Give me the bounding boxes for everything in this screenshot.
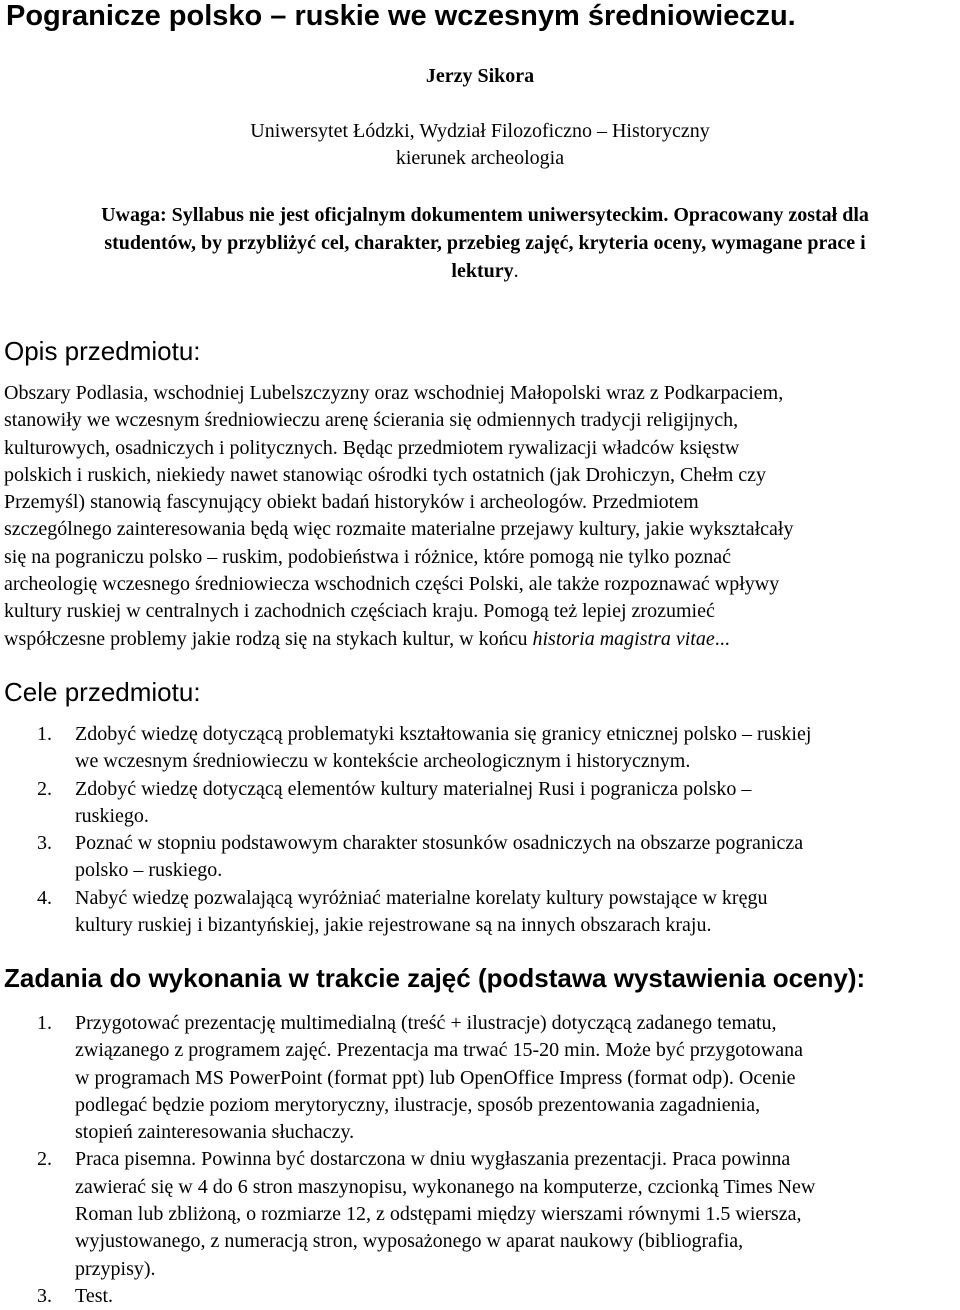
task-number: 2. (37, 1148, 52, 1171)
goals-list (0, 721, 960, 939)
disclaimer-line: studentów, by przybliżyć cel, charakter, przebieg zajęć, kryteria oceny, wymagane prace i (104, 232, 866, 254)
task-number: 3. (37, 1284, 52, 1307)
task-line: Przygotować prezentację multimedialną (treść + ilustracje) dotyczącą zadanego tematu, (75, 1012, 777, 1034)
description-line: Przemyśl) stanowią fascynujący obiekt badań historyków i archeologów. Przedmiotem (4, 491, 699, 514)
description-line: kulturowych, osadniczych i politycznych. Będąc przedmiotem rywalizacji władców księstw (4, 436, 740, 459)
disclaimer-line-bold: lektury (451, 260, 514, 282)
task-line: Praca pisemna. Powinna być dostarczona w dniu wygłaszania prezentacji. Praca powinna (75, 1148, 791, 1171)
description-line: szczególnego zainteresowania będą więc rozmaite materialne przejawy kultury, jakie wykształcały (4, 518, 794, 541)
description-line: archeologię wczesnego średniowiecza wschodnich części Polski, ale także rozpoznawać wpływy (4, 573, 780, 596)
goal-item (0, 885, 960, 940)
goal-item (0, 830, 960, 885)
task-line: wyjustowanego, z numeracją stron, wyposażonego w aparat naukowy (bibliografia, (75, 1230, 744, 1253)
description-last-line-start: współczesne problemy jakie rodzą się na stykach kultur, w końcu (4, 627, 533, 650)
task-line: Test. (75, 1284, 114, 1307)
goal-line: ruskiego. (75, 804, 149, 827)
description-line: stanowiły we wczesnym średniowieczu arenę ścierania się odmiennych tradycji religijnych, (4, 409, 739, 432)
document-title: Pogranicze polsko – ruskie we wczesnym średniowieczu. (6, 0, 796, 32)
disclaimer-line (20, 257, 950, 285)
description-line: Obszary Podlasia, wschodniej Lubelszczyzny oraz wschodniej Małopolski wraz z Podkarpaciem, (4, 382, 784, 404)
description-line: kultury ruskiej w centralnych i zachodnich częściach kraju. Pomogą też lepiej zrozumieć (4, 600, 715, 623)
task-line: w programach MS PowerPoint (format ppt) lub OpenOffice Impress (format odp). Ocenie (75, 1066, 796, 1089)
tasks-list (0, 1010, 960, 1310)
author-name: Jerzy Sikora (425, 65, 535, 87)
disclaimer-note (20, 201, 950, 285)
task-item (0, 1146, 960, 1282)
disclaimer-line: Uwaga: Syllabus nie jest oficjalnym dokumentem uniwersyteckim. Opracowany został dla (101, 204, 869, 226)
tasks-heading: Zadania do wykonania w trakcie zajęć (podstawa wystawienia oceny): (4, 963, 866, 993)
goal-number: 3. (37, 832, 52, 855)
task-line: przypisy). (75, 1257, 156, 1280)
goal-line: Nabyć wiedzę pozwalającą wyróżniać materialne korelaty kultury powstające w kręgu (75, 886, 768, 909)
goal-line: kultury ruskiej i bizantyńskiej, jakie rejestrowane są na innych obszarach kraju. (75, 914, 712, 937)
task-line: podlegać będzie poziom merytoryczny, ilustracje, sposób prezentowania zagadnienia, (75, 1093, 761, 1116)
goal-line: polsko – ruskiego. (75, 859, 223, 882)
goal-line: Zdobyć wiedzę dotyczącą elementów kultury materialnej Rusi i pogranicza polsko – (75, 777, 752, 800)
description-last-line-end: ... (714, 627, 730, 650)
task-item (0, 1010, 960, 1146)
goal-number: 4. (37, 886, 52, 909)
affiliation-line-1: Uniwersytet Łódzki, Wydział Filozoficzno – Historyczny (250, 120, 710, 142)
goal-number: 1. (37, 723, 52, 745)
description-line: się na pograniczu polsko – ruskim, podobieństwa i różnice, które pomogą nie tylko poznać (4, 545, 732, 568)
task-line: związanego z programem zajęć. Prezentacja ma trwać 15-20 min. Może być przygotowana (75, 1039, 803, 1062)
affiliation-line-2: kierunek archeologia (395, 147, 565, 169)
goals-heading: Cele przedmiotu: (4, 677, 201, 707)
goal-line: Zdobyć wiedzę dotyczącą problematyki kształtowania się granicy etnicznej polsko – ruskiej (75, 723, 812, 745)
task-line: stopień zainteresowania słuchaczy. (75, 1121, 355, 1144)
task-number: 1. (37, 1012, 52, 1034)
task-line: Roman lub zbliżoną, o rozmiarze 12, z odstępami między wierszami równymi 1.5 wiersza, (75, 1203, 802, 1226)
latin-phrase: historia magistra vitae (532, 627, 715, 650)
goal-item (0, 721, 960, 776)
task-item (0, 1283, 960, 1310)
goal-item (0, 776, 960, 831)
task-line: zawierać się w 4 do 6 stron maszynopisu, wykonanego na komputerze, czcionką Times New (75, 1175, 816, 1198)
disclaimer-line-tail: . (513, 260, 519, 282)
description-paragraph (4, 380, 952, 653)
description-last-line (4, 626, 952, 653)
goal-number: 2. (37, 777, 52, 800)
description-line: polskich i ruskich, niekiedy nawet stanowiąc ośrodki tych ostatnich (jak Drohiczyn, Chełm czy (4, 463, 767, 486)
description-heading: Opis przedmiotu: (4, 336, 201, 366)
goal-line: we wczesnym średniowieczu w kontekście archeologicznym i historycznym. (75, 750, 691, 773)
goal-line: Poznać w stopniu podstawowym charakter stosunków osadniczych na obszarze pogranicza (75, 832, 804, 855)
